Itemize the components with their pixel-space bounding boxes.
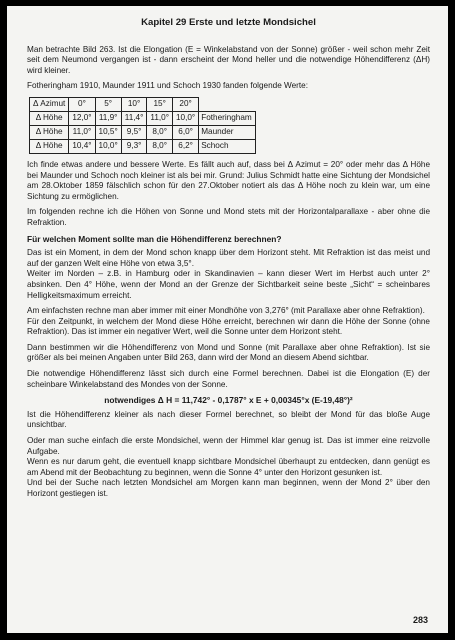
table-cell: 10,4° (69, 139, 95, 153)
table-cell: 0° (69, 97, 95, 111)
formula: notwendiges Δ H = 11,742° - 0,1787° x E + 0,00345°x (E-19,48°)² (104, 395, 353, 406)
text-line: Oder man suche einfach die erste Mondsichel, wenn der Himmel klar genug ist. Das ist immer eine reizvolle Aufgabe. (27, 436, 430, 456)
paragraph-search (27, 436, 430, 500)
table-cell: Δ Höhe (30, 111, 69, 125)
book-page (7, 6, 448, 633)
paragraph-formula-intro: Die notwendige Höhendifferenz lässt sich durch eine Formel berechnen. Dabei ist die Elongation (E) der scheinbare Winkelabstand des Mondes von der Sonne. (27, 369, 430, 389)
text-line: Wenn es nur darum geht, die eventuell knapp sichtbare Mondsichel überhaupt zu entdecken, dann genügt es am Abend mit der Beobachtung zu beginnen, wenn die Sonne 4° unter den Horizont gesunken ist. (27, 457, 430, 477)
paragraph-difference: Dann bestimmen wir die Höhendifferenz von Mond und Sonne (mit Parallaxe aber ohne Refraktion). Ist sie größer als bei meinen Angaben unter Bild 263, dann wird der Mond an diesem Abend sichtbar. (27, 342, 430, 363)
text-line: Am einfachsten rechne man aber immer mit einer Mondhöhe von 3,276° (mit Parallaxe aber ohne Refraktion). (27, 306, 425, 316)
table-cell: 10° (121, 97, 147, 111)
table-cell: 11,0° (147, 111, 173, 125)
table-cell: 12,0° (69, 111, 95, 125)
table-cell: 10,0° (172, 111, 198, 125)
table-cell: 6,2° (172, 139, 198, 153)
table-cell: Δ Höhe (30, 139, 69, 153)
paragraph-moon-height (27, 306, 430, 338)
table-cell (199, 97, 256, 111)
text-line: Für den Zeitpunkt, in welchem der Mond diese Höhe erreicht, berechnen wir dann die Höhe der Sonne (ohne Refraktion). Das ist immer ein negativer Wert, weil die Sonne unter dem Horizont steht. (27, 316, 430, 337)
table-cell: Δ Höhe (30, 125, 69, 139)
table-row (30, 139, 256, 153)
table-cell-author: Fotheringham (199, 111, 256, 125)
table-cell: Δ Azimut (30, 97, 69, 111)
table-cell: 10,5° (95, 125, 121, 139)
table-cell: 9,3° (121, 139, 147, 153)
table-cell: 20° (172, 97, 198, 111)
table-row (30, 125, 256, 139)
text-line: Und bei der Suche nach letzten Mondsichel am Morgen kann man beginnen, wenn der Mond 2° über den Horizont gestiegen ist. (27, 478, 430, 498)
table-cell-author: Schoch (199, 139, 256, 153)
paragraph-comparison: Ich finde etwas andere und bessere Werte. Es fällt auch auf, dass bei Δ Azimut = 20° oder mehr das Δ Höhe bei Maunder und Schoch noch kleiner ist als bei mir. Grund: Julius Schmidt hatte eine Sichtung der Mondsichel am 28.Oktober 1859 fälschlich schon für den 27.Oktober notiert als das Δ Höhe noch zu klein war, um eine Sichtung zu ermöglichen. (27, 159, 430, 201)
paragraph-moment (27, 248, 430, 301)
table-cell: 10,0° (95, 139, 121, 153)
table-cell: 11,0° (69, 125, 95, 139)
section-heading: Für welchen Moment sollte man die Höhendifferenz berechnen? (27, 233, 282, 244)
table-cell: 9,5° (121, 125, 147, 139)
table-cell: 11,9° (95, 111, 121, 125)
page-number: 283 (412, 615, 428, 625)
table-header-row (30, 97, 256, 111)
paragraph-sources: Fotheringham 1910, Maunder 1911 und Schoch 1930 fanden folgende Werte: (27, 81, 309, 91)
chapter-title: Kapitel 29 Erste und letzte Mondsichel (141, 17, 316, 28)
table-cell: 8,0° (147, 139, 173, 153)
text-line: Das ist ein Moment, in dem der Mond schon knapp über dem Horizont steht. Mit Refraktion ist das meist und auf der ganzen Welt eine Höhe von etwa 3,5°. (27, 248, 430, 268)
values-table (29, 97, 256, 154)
table-cell: 5° (95, 97, 121, 111)
table-cell: 6,0° (172, 125, 198, 139)
table-cell: 8,0° (147, 125, 173, 139)
paragraph-invisible: Ist die Höhendifferenz kleiner als nach dieser Formel berechnet, so bleibt der Mond für das bloße Auge unsichtbar. (27, 409, 430, 430)
table-cell: 11,4° (121, 111, 147, 125)
table-cell: 15° (147, 97, 173, 111)
table-cell-author: Maunder (199, 125, 256, 139)
table-row (30, 111, 256, 125)
paragraph-parallax: Im folgenden rechne ich die Höhen von Sonne und Mond stets mit der Horizontalparallaxe - aber ohne die Refraktion. (27, 207, 430, 227)
page-content (27, 16, 430, 505)
paragraph-elongation: Man betrachte Bild 263. Ist die Elongation (E = Winkelabstand von der Sonne) größer - weil schon mehr Zeit seit dem Neumond vergangen ist - dann erscheint der Mond heller und die notwendige Höhendifferenz (ΔH) wird kleiner. (27, 44, 430, 75)
text-line: Weiter im Norden – z.B. in Hamburg oder in Skandinavien – kann dieser Wert im Herbst auch unter 2° absinken. Den 4° Höhe, wenn der Mond an der Grenze der Sichtbarkeit seine beste „Sicht“ = scheinbares Helligkeitsmaximum erreicht. (27, 269, 430, 300)
